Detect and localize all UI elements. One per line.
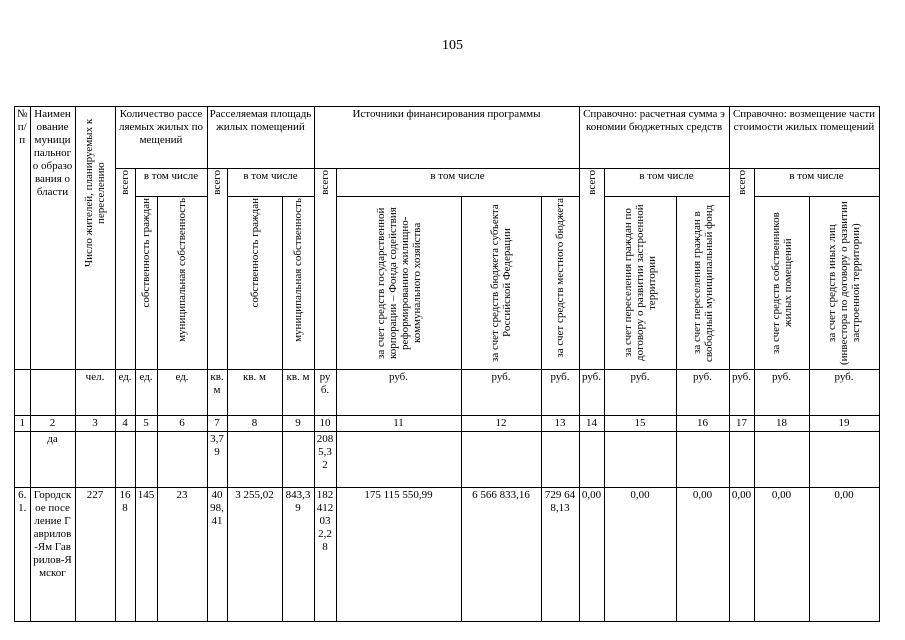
unit-cell: руб. [604, 370, 676, 416]
col-number: 17 [729, 416, 754, 432]
cell-name: Городское поселение Гаврилов-Ям Гаврилов-Ямског [30, 488, 75, 622]
cell-econ-contract: 0,00 [604, 488, 676, 622]
unit-cell: ед. [157, 370, 207, 416]
cell-num: 6.1. [15, 488, 31, 622]
header-qty-incl: в том числе [135, 169, 207, 197]
header-area-group: Расселяемая площадь жилых помещений [207, 107, 314, 169]
col-number: 4 [115, 416, 135, 432]
cell-qty-mun [157, 432, 207, 488]
unit-cell: руб. [314, 370, 336, 416]
col-number: 13 [541, 416, 579, 432]
unit-cell: ед. [115, 370, 135, 416]
header-area-own: собственность граждан [227, 197, 282, 370]
table-row [15, 488, 880, 622]
cell-econ-free [676, 432, 729, 488]
cell-fin-local [541, 432, 579, 488]
unit-cell: руб. [676, 370, 729, 416]
header-econ-group: Справочно: расчетная сумма экономии бюджетных средств [579, 107, 729, 169]
col-number: 1 [15, 416, 31, 432]
cell-area-total: 4098,41 [207, 488, 227, 622]
cell-econ-contract [604, 432, 676, 488]
cell-qty-total [115, 432, 135, 488]
cell-residents: 227 [75, 488, 115, 622]
unit-cell: руб. [754, 370, 809, 416]
col-number: 12 [461, 416, 541, 432]
cell-num [15, 432, 31, 488]
cell-comp-owners: 0,00 [754, 488, 809, 622]
col-number: 6 [157, 416, 207, 432]
unit-cell: руб. [729, 370, 754, 416]
cell-fin-subject: 6 566 833,16 [461, 488, 541, 622]
cell-comp-total [729, 432, 754, 488]
unit-cell: руб. [809, 370, 879, 416]
column-numbers-row [15, 416, 880, 432]
cell-qty-own [135, 432, 157, 488]
header-comp-incl: в том числе [754, 169, 879, 197]
cell-qty-own: 145 [135, 488, 157, 622]
unit-cell: чел. [75, 370, 115, 416]
cell-econ-total [579, 432, 604, 488]
cell-comp-total: 0,00 [729, 488, 754, 622]
cell-econ-free: 0,00 [676, 488, 729, 622]
cell-area-mun: 843,39 [282, 488, 314, 622]
page-number: 105 [442, 38, 463, 53]
unit-cell [15, 370, 31, 416]
cell-fin-local: 729 648,13 [541, 488, 579, 622]
cell-area-own: 3 255,02 [227, 488, 282, 622]
unit-cell: руб. [541, 370, 579, 416]
col-number: 16 [676, 416, 729, 432]
cell-fin-total: 208 5,32 [314, 432, 336, 488]
cell-qty-total: 168 [115, 488, 135, 622]
unit-cell: ед. [135, 370, 157, 416]
header-econ-total: всего [579, 169, 604, 370]
resettlement-program-table [14, 106, 880, 622]
unit-cell: руб. [579, 370, 604, 416]
header-econ-free: за счет переселения граждан в свободный муниципальный фонд [676, 197, 729, 370]
header-area-incl: в том числе [227, 169, 314, 197]
col-number: 3 [75, 416, 115, 432]
col-number: 14 [579, 416, 604, 432]
header-residents: Число жителей, планируемых к переселению [75, 107, 115, 370]
header-fin-local: за счет средств местного бюджета [541, 197, 579, 370]
cell-fin-fund [336, 432, 461, 488]
cell-residents [75, 432, 115, 488]
cell-fin-subject [461, 432, 541, 488]
header-fin-subject: за счет средств бюджета субъекта Российской Федерации [461, 197, 541, 370]
table-row [15, 432, 880, 488]
header-qty-total: всего [115, 169, 135, 370]
header-econ-incl: в том числе [604, 169, 729, 197]
cell-area-own [227, 432, 282, 488]
header-fin-group: Источники финансирования программы [314, 107, 579, 169]
unit-cell: руб. [461, 370, 541, 416]
header-area-total: всего [207, 169, 227, 370]
header-name: Наименование муниципального образования области [30, 107, 75, 370]
unit-cell: кв. м [282, 370, 314, 416]
unit-cell [30, 370, 75, 416]
header-comp-total: всего [729, 169, 754, 370]
header-econ-contract: за счет переселения граждан по договору о развитии застроенной территории [604, 197, 676, 370]
col-number: 10 [314, 416, 336, 432]
cell-comp-other: 0,00 [809, 488, 879, 622]
col-number: 11 [336, 416, 461, 432]
cell-area-mun [282, 432, 314, 488]
header-fin-incl: в том числе [336, 169, 579, 197]
cell-comp-owners [754, 432, 809, 488]
unit-cell: кв. м [227, 370, 282, 416]
col-number: 18 [754, 416, 809, 432]
cell-comp-other [809, 432, 879, 488]
header-fin-fund: за счет средств государственной корпорации – Фонда содействия реформированию жилищно-коммунального хозяйства [336, 197, 461, 370]
cell-name: да [30, 432, 75, 488]
header-comp-other: за счет средств иных лиц (инвестора по договору о развитии застроенной территории) [809, 197, 879, 370]
header-qty-group: Количество расселяемых жилых помещений [115, 107, 207, 169]
unit-cell: кв. м [207, 370, 227, 416]
col-number: 2 [30, 416, 75, 432]
cell-fin-fund: 175 115 550,99 [336, 488, 461, 622]
units-row [15, 370, 880, 416]
cell-qty-mun: 23 [157, 488, 207, 622]
cell-area-total: 3,79 [207, 432, 227, 488]
header-area-mun: муниципальная собственность [282, 197, 314, 370]
header-comp-group: Справочно: возмещение части стоимости жилых помещений [729, 107, 879, 169]
col-number: 19 [809, 416, 879, 432]
header-fin-total: всего [314, 169, 336, 370]
header-qty-mun: муниципальная собственность [157, 197, 207, 370]
col-number: 9 [282, 416, 314, 432]
col-number: 8 [227, 416, 282, 432]
header-num: № п/п [15, 107, 31, 370]
header-qty-own: собственность граждан [135, 197, 157, 370]
header-comp-owners: за счет средств собственников жилых помещений [754, 197, 809, 370]
cell-econ-total: 0,00 [579, 488, 604, 622]
col-number: 5 [135, 416, 157, 432]
col-number: 15 [604, 416, 676, 432]
cell-fin-total: 182 412 032,28 [314, 488, 336, 622]
col-number: 7 [207, 416, 227, 432]
unit-cell: руб. [336, 370, 461, 416]
